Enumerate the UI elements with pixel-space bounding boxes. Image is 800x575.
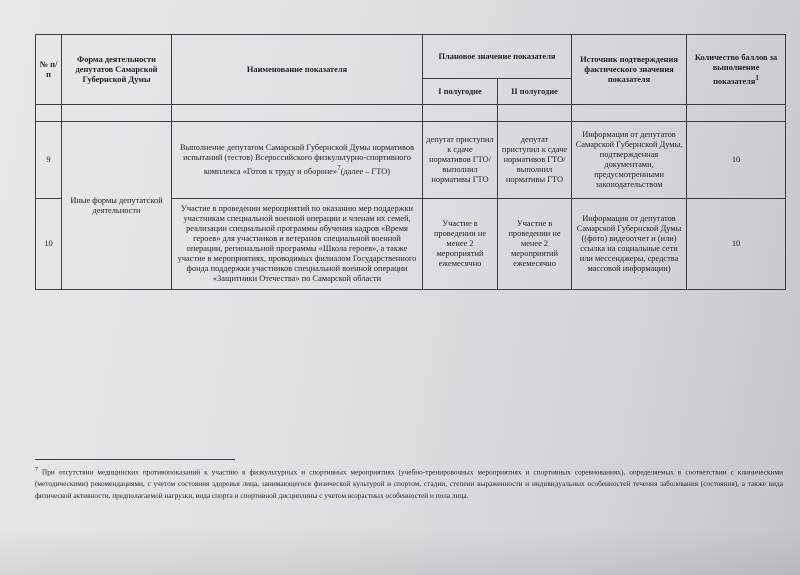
footnote-rule bbox=[35, 459, 235, 460]
footnote-marker: 7 bbox=[35, 467, 38, 473]
header-points bbox=[687, 35, 786, 105]
page-shadow bbox=[0, 525, 800, 575]
indicator-tail: (далее – ГТО) bbox=[340, 166, 391, 176]
header-half2: II полугодие bbox=[498, 79, 572, 105]
spacer-row bbox=[36, 105, 786, 122]
half2-cell: депутат приступил к сдаче нормативов ГТО/ выполнил нормативы ГТО bbox=[498, 122, 572, 199]
indicator-text: Выполнение депутатом Самарской Губернской Думы нормативов испытаний (тестов) Всероссийского физкультурно-спортивного комплекса «Готов к труду и обороне» bbox=[179, 143, 415, 176]
header-num: № п/п bbox=[36, 35, 62, 105]
indicator-cell: Участие в проведении мероприятий по оказанию мер поддержки участникам специальной военной операции и членам их семей, реализации специальной программы обучения кадров «Время героев» для участников и ветеранов специальной военной операции, региональной программы «Школа героев», а также участие в мероприятиях, проводимых филиалом Государственного фонда поддержки участников специальной военной операции «Защитники Отечества» по Самарской области bbox=[172, 199, 423, 290]
empty-cell bbox=[62, 105, 172, 122]
header-form: Форма деятельности депутатов Самарской Губернской Думы bbox=[62, 35, 172, 105]
table-row bbox=[36, 122, 786, 199]
row-number: 9 bbox=[36, 122, 62, 199]
header-row-1 bbox=[36, 35, 786, 79]
empty-cell bbox=[423, 105, 498, 122]
group-form-cell: Иные формы депутатской деятельности bbox=[62, 122, 172, 290]
row-number: 10 bbox=[36, 199, 62, 290]
indicator-cell bbox=[172, 122, 423, 199]
empty-cell bbox=[36, 105, 62, 122]
header-source: Источник подтверждения фактического значения показателя bbox=[572, 35, 687, 105]
source-cell: Информация от депутатов Самарской Губернской Думы ((фото) видеоотчет и (или) ссылка на социальные сети или мессенджеры, средства массовой информации) bbox=[572, 199, 687, 290]
empty-cell bbox=[687, 105, 786, 122]
half2-cell: Участие в проведении не менее 2 мероприятий ежемесячно bbox=[498, 199, 572, 290]
half1-cell: депутат приступил к сдаче нормативов ГТО/ выполнил нормативы ГТО bbox=[423, 122, 498, 199]
header-plan: Плановое значение показателя bbox=[423, 35, 572, 79]
header-points-sup: 1 bbox=[755, 73, 759, 82]
source-cell: Информация от депутатов Самарской Губернской Думы, подтвержденная документами, предусмотренными законодательством bbox=[572, 122, 687, 199]
empty-cell bbox=[498, 105, 572, 122]
points-cell: 10 bbox=[687, 122, 786, 199]
points-cell: 10 bbox=[687, 199, 786, 290]
empty-cell bbox=[172, 105, 423, 122]
header-indicator: Наименование показателя bbox=[172, 35, 423, 105]
header-half1: I полугодие bbox=[423, 79, 498, 105]
indicator-sup: 7 bbox=[337, 164, 341, 173]
indicators-table bbox=[35, 34, 786, 290]
footnote-text: При отсутствии медицинских противопоказаний к участию в физкультурных и спортивных мероприятиях (учебно-тренировочных мероприятиях и спортивных соревнованиях), определяемых в соответствии с клиническими (методическими) рекомендациями, с учетом состояния здоровья лица, занимающегося физической культурой и спортом, стадии, степени выраженности и индивидуальных особенностей течения заболевания (состояния), а также вида физической активности, предполагаемой нагрузки, вида спорта и спортивной дисциплины с учетом возрастных особенностей и пола лица. bbox=[35, 467, 783, 501]
footnote bbox=[35, 464, 783, 502]
half1-cell: Участие в проведении не менее 2 мероприятий ежемесячно bbox=[423, 199, 498, 290]
header-points-text: Количество баллов за выполнение показателя bbox=[694, 52, 778, 86]
empty-cell bbox=[572, 105, 687, 122]
